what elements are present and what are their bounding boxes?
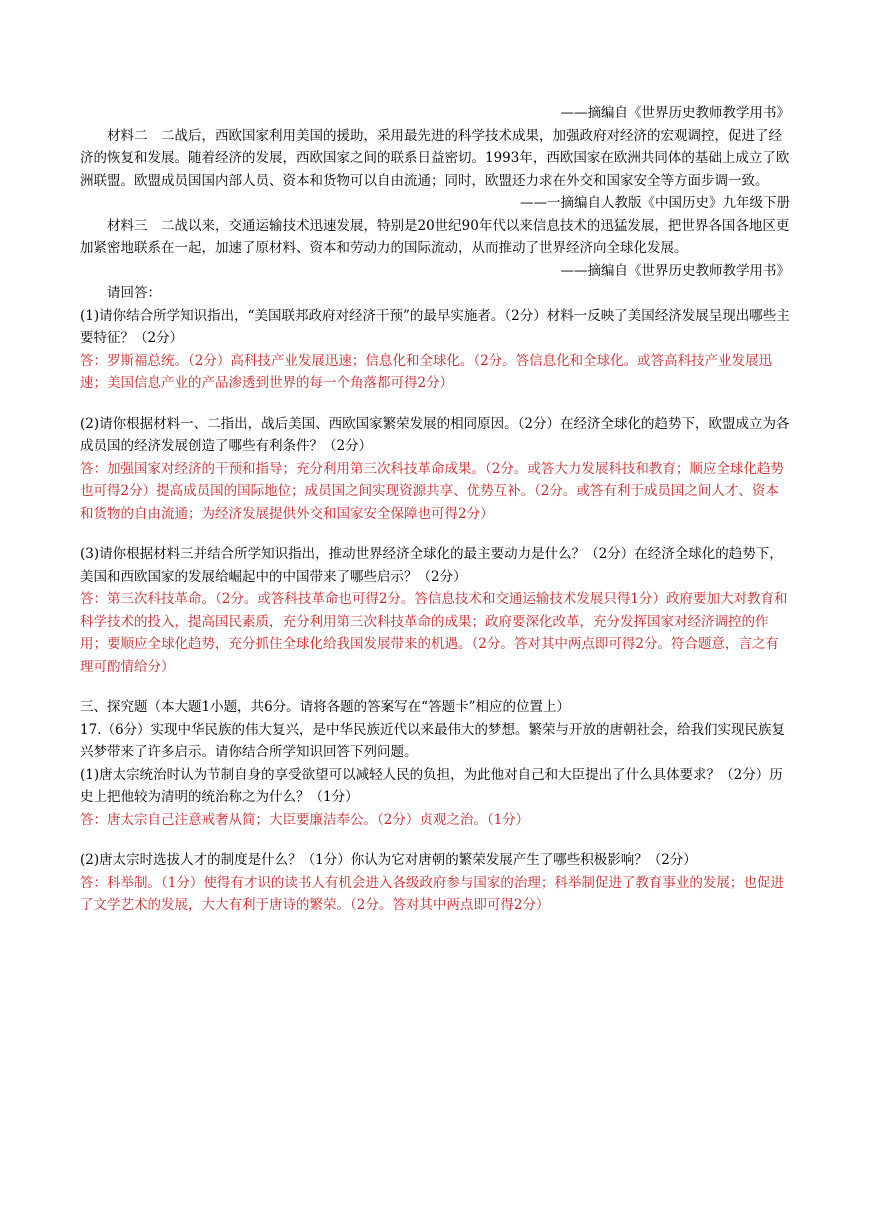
material-two: 材料二 二战后，西欧国家利用美国的援助，采用最先进的科学技术成果，加强政府对经济的宏观调控，促进了经济的恢复和发展。随着经济的发展，西欧国家之间的联系日益密切。1993年，西欧国家在欧洲共同体的基础上成立了欧洲联盟。欧盟成员国国内部人员、资本和货物可以自由流通；同时，欧盟还力求在外交和国家安全等方面步调一致。 bbox=[80, 127, 790, 189]
source-citation: ——摘编自《世界历史教师教学用书》 bbox=[560, 262, 790, 279]
answer-17-2: 答：科举制。（1分）使得有才识的读书人有机会进入各级政府参与国家的治理；科举制促进了教育事业的发展；也促进了文学艺术的发展，大大有利于唐诗的繁荣。（2分。答对其中两点即可得2分） bbox=[80, 874, 784, 913]
answer-1: 答：罗斯福总统。（2分）高科技产业发展迅速；信息化和全球化。（2分。答信息化和全球化。或答高科技产业发展迅速；美国信息产业的产品渗透到世界的每一个角落都可得2分） bbox=[80, 352, 773, 391]
spacer bbox=[80, 395, 790, 413]
question-17-1: (1)唐太宗统治时认为节制自身的享受欲望可以减轻人民的负担，为此他对自己和大臣提出了什么具体要求？（2分）历史上把他较为清明的统治称之为什么？（1分） bbox=[80, 766, 783, 805]
question-17-2: (2)唐太宗时选拔人才的制度是什么？（1分）你认为它对唐朝的繁荣发展产生了哪些积极影响？（2分） bbox=[80, 852, 697, 868]
exam-page bbox=[80, 102, 790, 917]
spacer bbox=[80, 831, 790, 849]
spacer bbox=[80, 525, 790, 543]
answer-prompt: 请回答： bbox=[107, 285, 161, 301]
answer-3: 答：第三次科技革命。（2分。或答科技革命也可得2分。答信息技术和交通运输技术发展只得1分）政府要加大对教育和科学技术的投入，提高国民素质，充分利用第三次科技革命的成果；政府要深化改革，充分发挥国家对经济调控的作用；要顺应全球化趋势，充分抓住全球化给我国发展带来的机遇。（2分。答对其中两点即可得2分。符合题意，言之有理可酌情给分） bbox=[80, 591, 788, 675]
question-17: 17.（6分）实现中华民族的伟大复兴，是中华民族近代以来最伟大的梦想。繁荣与开放的唐朝社会，给我们实现民族复兴梦带来了许多启示。请你结合所学知识回答下列问题。 bbox=[80, 721, 786, 760]
source-citation: ——摘编自《世界历史教师教学用书》 bbox=[560, 105, 790, 121]
question-3: (3)请你根据材料三并结合所学知识指出，推动世界经济全球化的最主要动力是什么？（2分）在经济全球化的趋势下，美国和西欧国家的发展给崛起中的中国带来了哪些启示？（2分） bbox=[80, 546, 783, 585]
source-citation: ——一摘编自人教版《中国历史》九年级下册 bbox=[520, 195, 790, 211]
spacer bbox=[80, 678, 790, 696]
answer-17-1: 答：唐太宗自己注意戒奢从简；大臣要廉洁奉公。（2分）贞观之治。（1分） bbox=[80, 811, 530, 828]
answer-2: 答：加强国家对经济的干预和指导；充分利用第三次科技革命成果。（2分。或答大力发展科技和教育；顺应全球化趋势也可得2分）提高成员国的国际地位；成员国之间实现资源共享、优势互补。（2分。或答有利于成员国之间人才、资本和货物的自由流通；为经济发展提供外交和国家安全保障也可得2分） bbox=[80, 460, 784, 522]
question-1: (1)请你结合所学知识指出，“美国联邦政府对经济干预”的最早实施者。（2分）材料一反映了美国经济发展呈现出哪些主要特征？（2分） bbox=[80, 307, 790, 346]
material-three: 材料三 二战以来，交通运输技术迅速发展，特别是20世纪90年代以来信息技术的迅猛发展，把世界各国各地区更加紧密地联系在一起，加速了原材料、资本和劳动力的国际流动，从而推动了世界经济向全球化发展。 bbox=[80, 217, 790, 256]
section-heading: 三、探究题（本大题1小题，共6分。请将各题的答案写在“答题卡”相应的位置上） bbox=[80, 699, 570, 715]
question-2: (2)请你根据材料一、二指出，战后美国、西欧国家繁荣发展的相同原因。（2分）在经济全球化的趋势下，欧盟成立为各成员国的经济发展创造了哪些有利条件？（2分） bbox=[80, 415, 790, 454]
